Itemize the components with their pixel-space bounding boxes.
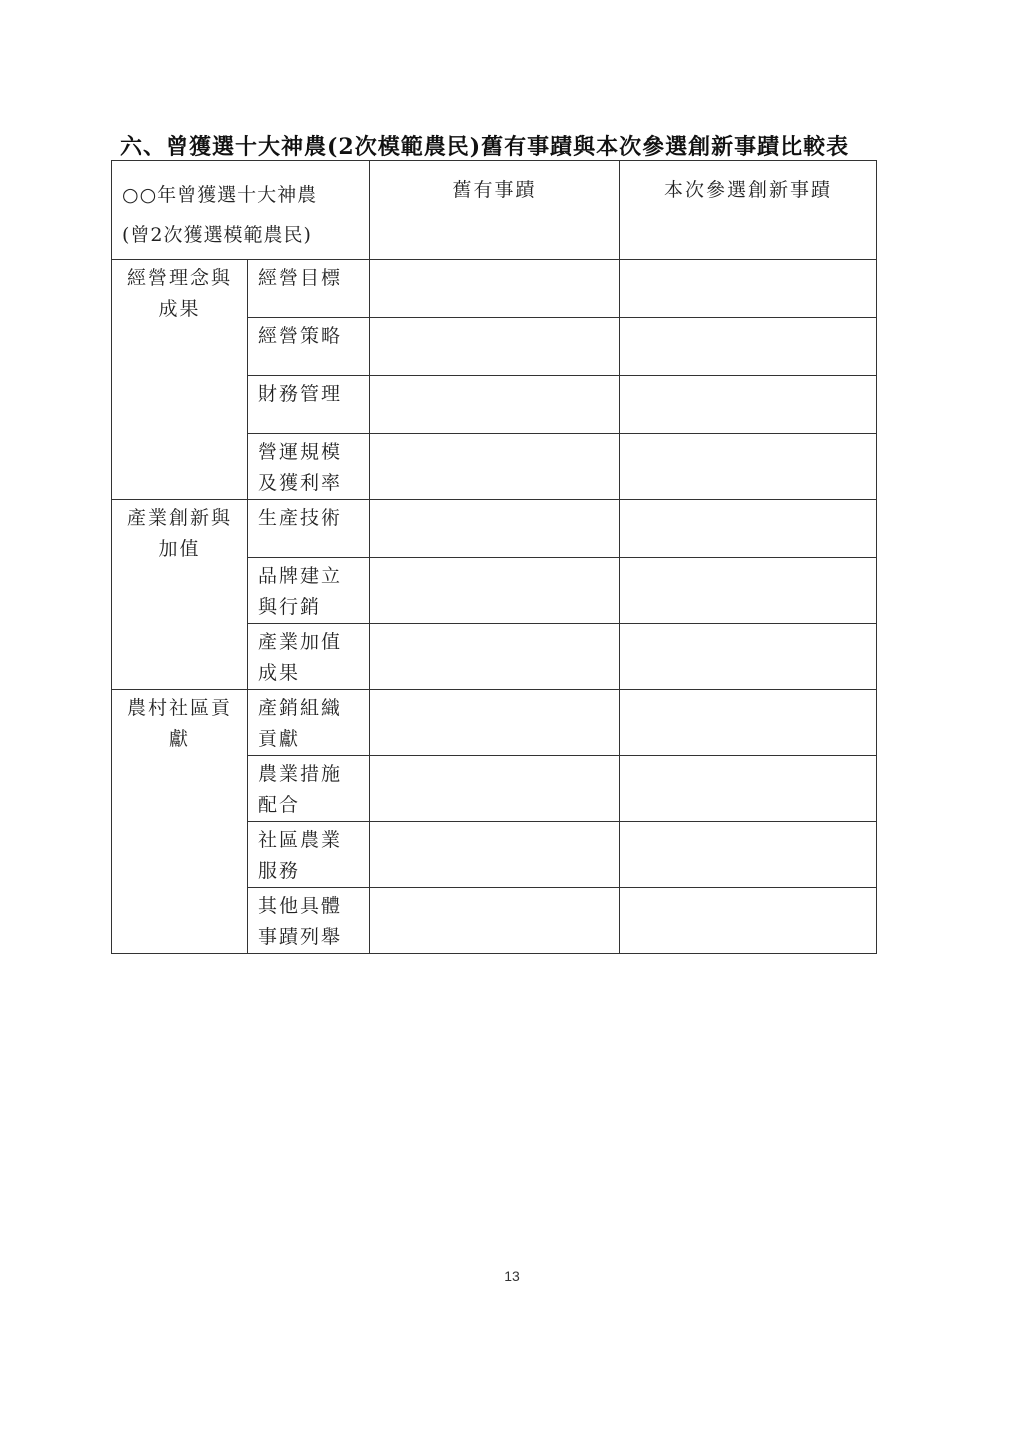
- new-achievement-cell: [620, 624, 877, 690]
- new-achievement-cell: [620, 500, 877, 558]
- category-cell: [112, 690, 248, 954]
- past-achievement-cell: [370, 318, 620, 376]
- past-achievement-cell: [370, 500, 620, 558]
- new-achievement-cell: [620, 690, 877, 756]
- past-achievement-cell: [370, 756, 620, 822]
- item-cell: [248, 888, 370, 954]
- table-row: [112, 260, 877, 318]
- item-cell: [248, 558, 370, 624]
- past-achievement-cell: [370, 376, 620, 434]
- new-achievement-cell: [620, 888, 877, 954]
- past-achievement-cell: [370, 888, 620, 954]
- new-achievement-cell: [620, 756, 877, 822]
- new-achievement-cell: [620, 318, 877, 376]
- new-achievement-cell: [620, 434, 877, 500]
- item-cell: [248, 500, 370, 558]
- page-title: 六、曾獲選十大神農(2次模範農民)舊有事蹟與本次參選創新事蹟比較表: [120, 134, 850, 160]
- category-label: 產業創新與: [126, 507, 232, 529]
- item-label: 配合: [258, 794, 301, 816]
- table-row: [112, 690, 877, 756]
- item-label: 貢獻: [258, 728, 301, 750]
- past-achievement-cell: [370, 558, 620, 624]
- comparison-table: [111, 160, 877, 954]
- item-label: 產銷組織: [258, 697, 343, 719]
- past-achievement-cell: [370, 690, 620, 756]
- new-achievement-cell: [620, 558, 877, 624]
- category-cell: [112, 500, 248, 690]
- item-label: 與行銷: [258, 596, 322, 618]
- item-label: 服務: [258, 860, 301, 882]
- item-label: 品牌建立: [258, 565, 343, 587]
- item-cell: [248, 260, 370, 318]
- header-award-year-line1: ○○年曾獲選十大神農: [122, 184, 318, 206]
- category-label: 經營理念與: [126, 267, 232, 289]
- item-cell: [248, 822, 370, 888]
- new-achievement-cell: [620, 376, 877, 434]
- category-label: 農村社區貢: [126, 697, 232, 719]
- table-header-row: [112, 161, 877, 260]
- new-achievement-cell: [620, 260, 877, 318]
- item-label: 經營策略: [258, 325, 343, 347]
- page-number: 13: [504, 1268, 520, 1284]
- item-cell: [248, 756, 370, 822]
- new-achievement-cell: [620, 822, 877, 888]
- item-label: 社區農業: [258, 829, 343, 851]
- item-label: 農業措施: [258, 763, 343, 785]
- past-achievement-cell: [370, 434, 620, 500]
- item-cell: [248, 376, 370, 434]
- item-cell: [248, 434, 370, 500]
- table-row: [112, 500, 877, 558]
- category-label: 成果: [158, 298, 201, 320]
- item-label: 事蹟列舉: [258, 926, 343, 948]
- item-label: 其他具體: [258, 895, 343, 917]
- header-award-year-cell: [112, 161, 370, 260]
- item-label: 營運規模: [258, 441, 343, 463]
- past-achievement-cell: [370, 260, 620, 318]
- item-label: 財務管理: [258, 383, 343, 405]
- header-new-achievements: 本次參選創新事蹟: [620, 161, 877, 260]
- header-past-achievements: 舊有事蹟: [370, 161, 620, 260]
- past-achievement-cell: [370, 822, 620, 888]
- category-cell: [112, 260, 248, 500]
- item-label: 及獲利率: [258, 472, 343, 494]
- item-label: 生產技術: [258, 507, 343, 529]
- category-label: 獻: [168, 728, 190, 750]
- item-label: 經營目標: [258, 267, 343, 289]
- item-cell: [248, 690, 370, 756]
- category-label: 加值: [158, 538, 201, 560]
- item-label: 成果: [258, 662, 301, 684]
- past-achievement-cell: [370, 624, 620, 690]
- item-cell: [248, 318, 370, 376]
- item-label: 產業加值: [258, 631, 343, 653]
- item-cell: [248, 624, 370, 690]
- header-award-year-line2: (曾2次獲選模範農民): [122, 224, 312, 246]
